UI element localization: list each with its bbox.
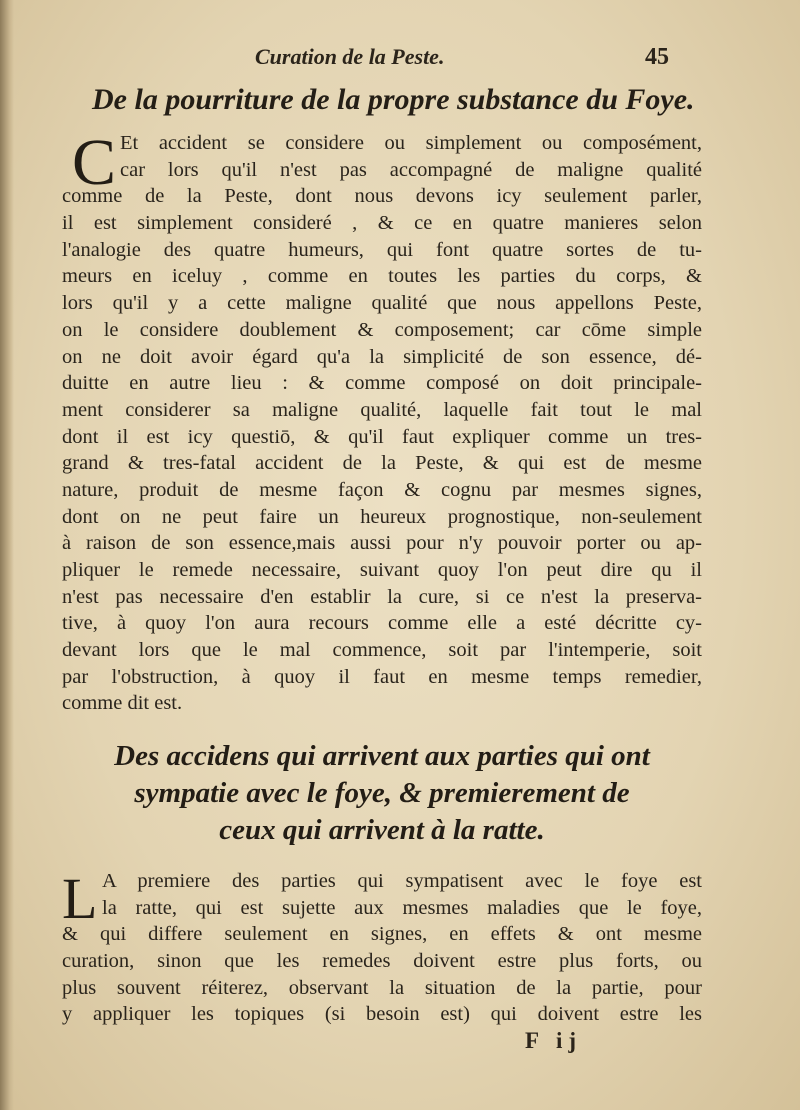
section-liver-putrefaction xyxy=(62,126,702,717)
paragraph xyxy=(62,126,702,717)
chapter-heading: De la pourriture de la propre substance du Foye. xyxy=(92,83,695,116)
text-line: il est simplement consideré , & ce en quatre manieres selon xyxy=(62,212,702,235)
text-line: n'est pas necessaire d'en establir la cure, si ce n'est la preserva- xyxy=(62,585,702,608)
text-line: meurs en iceluy , comme en toutes les parties du corps, & xyxy=(62,265,702,288)
paragraph xyxy=(62,868,702,1028)
text-line: plus souvent réiterez, observant la situation de la partie, pour xyxy=(62,976,702,999)
text-line: ment considerer sa maligne qualité, laquelle fait tout le mal xyxy=(62,398,702,421)
text-line: dont il est icy questiō, & qu'il faut expliquer comme un tres- xyxy=(62,425,702,448)
text-line: dont on ne peut faire un heureux prognostique, non-seulement xyxy=(62,505,702,528)
drop-cap: C xyxy=(72,126,117,199)
text-line: devant lors que le mal commence, soit par l'intemperie, soit xyxy=(62,639,702,662)
text-line: curation, sinon que les remedes doivent estre plus forts, ou xyxy=(62,950,702,973)
text-line: par l'obstruction, à quoy il faut en mesme temps remedier, xyxy=(62,665,702,688)
running-head xyxy=(0,40,800,80)
text-line: pliquer le remede necessaire, suivant quoy l'on peut dire qu il xyxy=(62,559,702,581)
text-line: nature, produit de mesme façon & cognu par mesmes signes, xyxy=(62,478,702,501)
running-title: Curation de la Peste. xyxy=(255,44,445,69)
text-line: tive, à quoy l'on aura recours comme elle a esté décritte cy- xyxy=(62,612,702,635)
text-line: & qui differe seulement en signes, en effets & ont mesme xyxy=(62,923,702,946)
signature-mark: F ij xyxy=(525,1028,582,1053)
text-line: l'analogie des quatre humeurs, qui font quatre sortes de tu- xyxy=(62,238,702,261)
text-line: la ratte, qui est sujette aux mesmes maladies que le foye, xyxy=(102,896,702,919)
text-line: A premiere des parties qui sympatisent avec le foye est xyxy=(102,870,702,892)
section-heading-line: ceux qui arrivent à la ratte. xyxy=(219,814,545,846)
text-line: comme dit est. xyxy=(62,692,183,715)
section-heading-line: sympatie avec le foye, & premierement de xyxy=(134,777,630,809)
text-line: car lors qu'il n'est pas accompagné de maligne qualité xyxy=(120,158,702,181)
drop-cap: L xyxy=(62,866,98,931)
text-line: on ne doit avoir égard qu'a la simplicité de son essence, dé- xyxy=(62,345,702,368)
text-line: grand & tres-fatal accident de la Peste, & qui est de mesme xyxy=(62,452,702,475)
binding-shadow xyxy=(0,0,14,1110)
section-heading xyxy=(62,738,702,849)
text-line: à raison de son essence,mais aussi pour n'y pouvoir porter ou ap- xyxy=(62,532,702,555)
text-line: lors qu'il y a cette maligne qualité que nous appellons Peste, xyxy=(62,292,702,315)
text-line: Et accident se considere ou simplement ou composément, xyxy=(120,132,702,154)
section-spleen xyxy=(62,868,702,1028)
section-heading-line: Des accidens qui arrivent aux parties qui ont xyxy=(114,740,650,772)
text-line: comme de la Peste, dont nous devons icy seulement parler, xyxy=(62,185,702,208)
text-line: y appliquer les topiques (si besoin est) qui doivent estre les xyxy=(62,1003,702,1026)
page-number: 45 xyxy=(645,44,669,70)
text-line: on le considere doublement & composement; car cōme simple xyxy=(62,318,702,341)
text-line: duitte en autre lieu : & comme composé on doit principale- xyxy=(62,372,702,395)
